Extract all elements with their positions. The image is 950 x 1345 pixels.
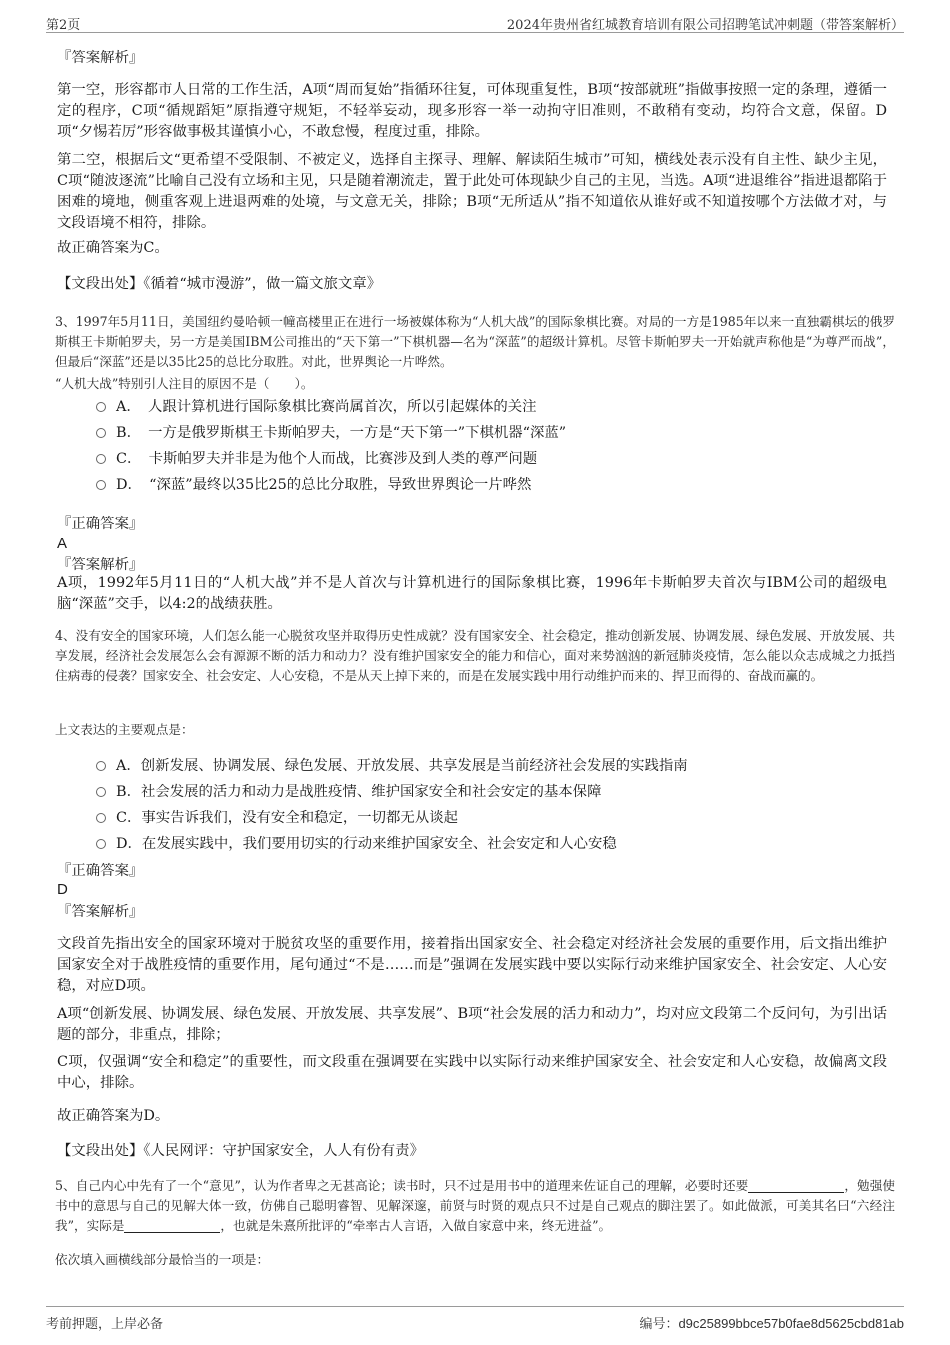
q2-analysis-para2: 第二空，根据后文“更希望不受限制、不被定义，选择自主探寻、理解、解读陌生城市”可知，横线处表示没有自主性、缺少主见，C项“随波逐流”比喻自己没有立场和主见，只是随着潮流走，置于此处可体现缺少自己的主见，当选。A项“进退维谷”指进退都陷于困难的境地，侧重客观上进退两难的处境，与文意无关，排除；B项“无所适从”指不知道依从谁好或不知道按哪个方法做才对，与文段语境不相符，排除。 xyxy=(57,152,887,231)
option-label: D．在发展实践中，我们要用切实的行动来维护国家安全、社会安定和人心安稳 xyxy=(116,836,617,852)
option-label: C． 卡斯帕罗夫并非是为他个人而战，比赛涉及到人类的尊严问题 xyxy=(116,451,538,467)
q5-question: 依次填入画横线部分最恰当的一项是： xyxy=(55,1252,270,1267)
q4-analysis-label: 『答案解析』 xyxy=(57,904,144,920)
q5-stem-part1: 5、自己内心中先有了一个“意见”，认为作者卑之无甚高论；读书时，只不过是用书中的道理来佐证自己的理解，必要时还要 xyxy=(55,1178,749,1193)
q5-stem-part3: ，也就是朱熹所批评的“牵率古人言语，入做自家意中来，终无进益”。 xyxy=(220,1218,612,1233)
radio-icon[interactable] xyxy=(96,402,106,412)
q3-option-b[interactable] xyxy=(96,423,566,443)
q3-correct-answer: A xyxy=(57,535,68,552)
radio-icon[interactable] xyxy=(96,839,106,849)
q4-option-d[interactable] xyxy=(96,834,617,854)
document-id: 编号：d9c25899bbce57b0fae8d5625cbd81ab xyxy=(639,1316,904,1331)
q4-question: 上文表达的主要观点是： xyxy=(55,722,194,737)
q4-stem: 4、没有安全的国家环境，人们怎么能一心脱贫攻坚并取得历史性成就？没有国家安全、社会稳定，推动创新发展、协调发展、绿色发展、开放发展、共享发展，经济社会发展怎么会有源源不断的活力和动力？没有维护国家安全的能力和信心，面对来势汹汹的新冠肺炎疫情，怎么能以众志成城之力抵挡住病毒的侵袭？国家安全、社会安定、人心安稳，不是从天上掉下来的，而是在发展实践中用行动维护而来的、捍卫而得的、奋战而赢的。 xyxy=(55,628,895,683)
q2-source: 【文段出处】《循着“城市漫游”，做一篇文旅文章》 xyxy=(57,276,382,292)
page-header xyxy=(46,10,904,33)
radio-icon[interactable] xyxy=(96,480,106,490)
q2-analysis-label: 『答案解析』 xyxy=(57,50,144,66)
footer-slogan: 考前押题，上岸必备 xyxy=(46,1317,164,1332)
q4-analysis-para2: A项“创新发展、协调发展、绿色发展、开放发展、共享发展”、B项“社会发展的活力和动力”，均对应文段第二个反问句，为引出话题的部分，非重点，排除； xyxy=(57,1006,887,1043)
page-footer xyxy=(46,1306,904,1332)
q2-conclusion: 故正确答案为C。 xyxy=(57,240,169,256)
q3-question: “人机大战”特别引人注目的原因不是（ ）。 xyxy=(55,376,314,391)
q3-analysis: A项，1992年5月11日的“人机大战”并不是人首次与计算机进行的国际象棋比赛，1996年卡斯帕罗夫首次与IBM公司的超级电脑“深蓝”交手，以4:2的战绩获胜。 xyxy=(57,575,887,612)
q4-option-b[interactable] xyxy=(96,782,601,802)
option-label: B． 一方是俄罗斯棋王卡斯帕罗夫，一方是“天下第一”下棋机器“深蓝” xyxy=(116,425,567,441)
radio-icon[interactable] xyxy=(96,454,106,464)
q2-analysis-para1: 第一空，形容都市人日常的工作生活，A项“周而复始”指循环往复，可体现重复性，B项“按部就班”指做事按照一定的条理，遵循一定的程序，C项“循规蹈矩”原指遵守规矩，不轻举妄动，现多形容一举一动拘守旧准则，不敢稍有变动，均符合文意，保留。D项“夕惕若厉”形容做事极其谨慎小心，不敢怠慢，程度过重，排除。 xyxy=(57,82,887,140)
q3-analysis-label: 『答案解析』 xyxy=(57,557,144,573)
q4-correct-label: 『正确答案』 xyxy=(57,863,144,879)
radio-icon[interactable] xyxy=(96,428,106,438)
q4-analysis-para1: 文段首先指出安全的国家环境对于脱贫攻坚的重要作用，接着指出国家安全、社会稳定对经济社会发展的重要作用，后文指出维护国家安全对于战胜疫情的重要作用，尾句通过“不是……而是”强调在发展实践中要以实际行动来维护国家安全、社会安定、人心安稳，对应D项。 xyxy=(57,936,887,994)
q3-option-a[interactable] xyxy=(96,397,537,417)
q3-option-c[interactable] xyxy=(96,449,537,469)
option-label: A． 人跟计算机进行国际象棋比赛尚属首次，所以引起媒体的关注 xyxy=(116,399,537,415)
radio-icon[interactable] xyxy=(96,761,106,771)
radio-icon[interactable] xyxy=(96,813,106,823)
q4-analysis-para3: C项，仅强调“安全和稳定”的重要性，而文段重在强调要在实践中以实际行动来维护国家安全、社会安定和人心安稳，故偏离文段中心，排除。 xyxy=(57,1054,887,1091)
option-label: D． “深蓝”最终以35比25的总比分取胜，导致世界舆论一片哗然 xyxy=(116,477,532,493)
q4-option-c[interactable] xyxy=(96,808,458,828)
q4-option-a[interactable] xyxy=(96,756,688,776)
q3-correct-label: 『正确答案』 xyxy=(57,516,144,532)
q3-option-d[interactable] xyxy=(96,475,531,495)
option-label: C．事实告诉我们，没有安全和稳定，一切都无从谈起 xyxy=(116,810,458,826)
radio-icon[interactable] xyxy=(96,787,106,797)
option-label: A．创新发展、协调发展、绿色发展、开放发展、共享发展是当前经济社会发展的实践指南 xyxy=(116,758,688,774)
q4-correct-answer: D xyxy=(57,881,68,898)
option-label: B．社会发展的活力和动力是战胜疫情、维护国家安全和社会安定的基本保障 xyxy=(116,784,602,800)
q3-stem: 3、1997年5月11日，美国纽约曼哈顿一幢高楼里正在进行一场被媒体称为“人机大战”的国际象棋比赛。对局的一方是1985年以来一直独霸棋坛的俄罗斯棋王卡斯帕罗夫，另一方是美国IBM公司推出的“天下第一”下棋机器—名为“深蓝”的超级计算机。尽管卡斯帕罗夫一开始就声称他是“为尊严而战”，但最后“深蓝”还是以35比25的总比分取胜。对此，世界舆论一片哗然。 xyxy=(55,314,895,369)
document-title: 2024年贵州省红城教育培训有限公司招聘笔试冲刺题（带答案解析） xyxy=(506,18,904,33)
fill-blank-2[interactable] xyxy=(124,1218,220,1233)
q4-conclusion: 故正确答案为D。 xyxy=(57,1108,170,1124)
page-number: 第2页 xyxy=(46,18,81,33)
q5-stem-part2: ，勉强使书中的意思与自己的见解大体一致，仿佛自己聪明睿智、见解深邃，前贤与时贤的观点只不过是自己观点的脚注罢了。如此做派，可美其名曰“六经注我”，实际是 xyxy=(55,1178,896,1233)
q5-stem xyxy=(55,1176,895,1236)
q4-source: 【文段出处】《人民网评：守护国家安全，人人有份有责》 xyxy=(57,1143,424,1159)
fill-blank-1[interactable] xyxy=(748,1178,844,1193)
